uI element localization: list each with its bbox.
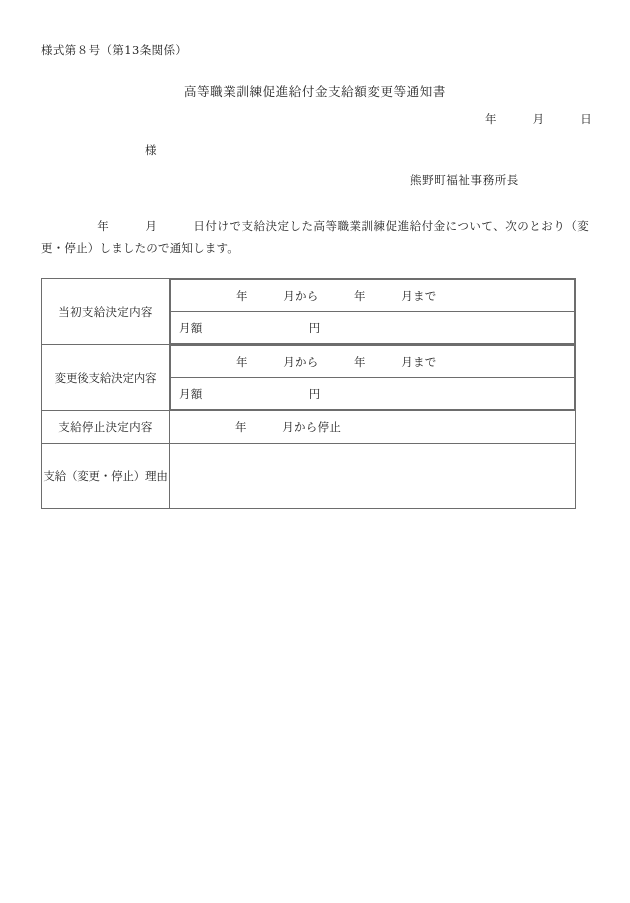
suspension-period-text: 年 月から停止 <box>235 420 342 434</box>
document-title: 高等職業訓練促進給付金支給額変更等通知書 <box>183 84 446 99</box>
issuer-name: 熊野町福祉事務所長 <box>410 173 519 187</box>
table-row <box>42 279 576 345</box>
subgrid <box>170 345 575 410</box>
row-content-initial-decision <box>170 279 576 345</box>
amount-text: 月額 円 <box>179 320 321 335</box>
row-content-revised-decision <box>170 345 576 411</box>
body-line-1: 年 月 日付けで支給決定した高等職業訓練促進給付金について、次のとおり（変更・停 <box>41 219 589 255</box>
amount-cell[interactable] <box>171 378 575 410</box>
table-row <box>42 444 576 509</box>
body-paragraph <box>41 215 589 259</box>
period-text: 年 月から 年 月まで <box>236 288 437 303</box>
subrow-period <box>171 280 575 312</box>
table-row <box>42 345 576 411</box>
addressee-line: 様 <box>145 143 157 157</box>
issue-date-line: 年 月 日 <box>485 112 593 126</box>
amount-text: 月額 円 <box>179 386 321 401</box>
subrow-period <box>171 346 575 378</box>
amount-cell[interactable] <box>171 312 575 344</box>
subrow-amount <box>171 378 575 410</box>
period-cell[interactable] <box>171 280 575 312</box>
row-content-suspension-decision[interactable] <box>170 411 576 444</box>
body-line-2: 止）しましたので通知します。 <box>76 241 239 255</box>
period-text: 年 月から 年 月まで <box>236 354 437 369</box>
subrow-amount <box>171 312 575 344</box>
subgrid <box>170 279 575 344</box>
row-label-initial-decision: 当初支給決定内容 <box>42 279 170 345</box>
table-row <box>42 411 576 444</box>
row-label-revised-decision: 変更後支給決定内容 <box>42 345 170 411</box>
form-number: 様式第８号（第13条関係） <box>41 43 188 57</box>
row-content-reason[interactable] <box>170 444 576 509</box>
period-cell[interactable] <box>171 346 575 378</box>
row-label-suspension-decision: 支給停止決定内容 <box>42 411 170 444</box>
decision-table <box>41 278 576 509</box>
row-label-reason: 支給（変更・停止）理由 <box>42 444 170 509</box>
